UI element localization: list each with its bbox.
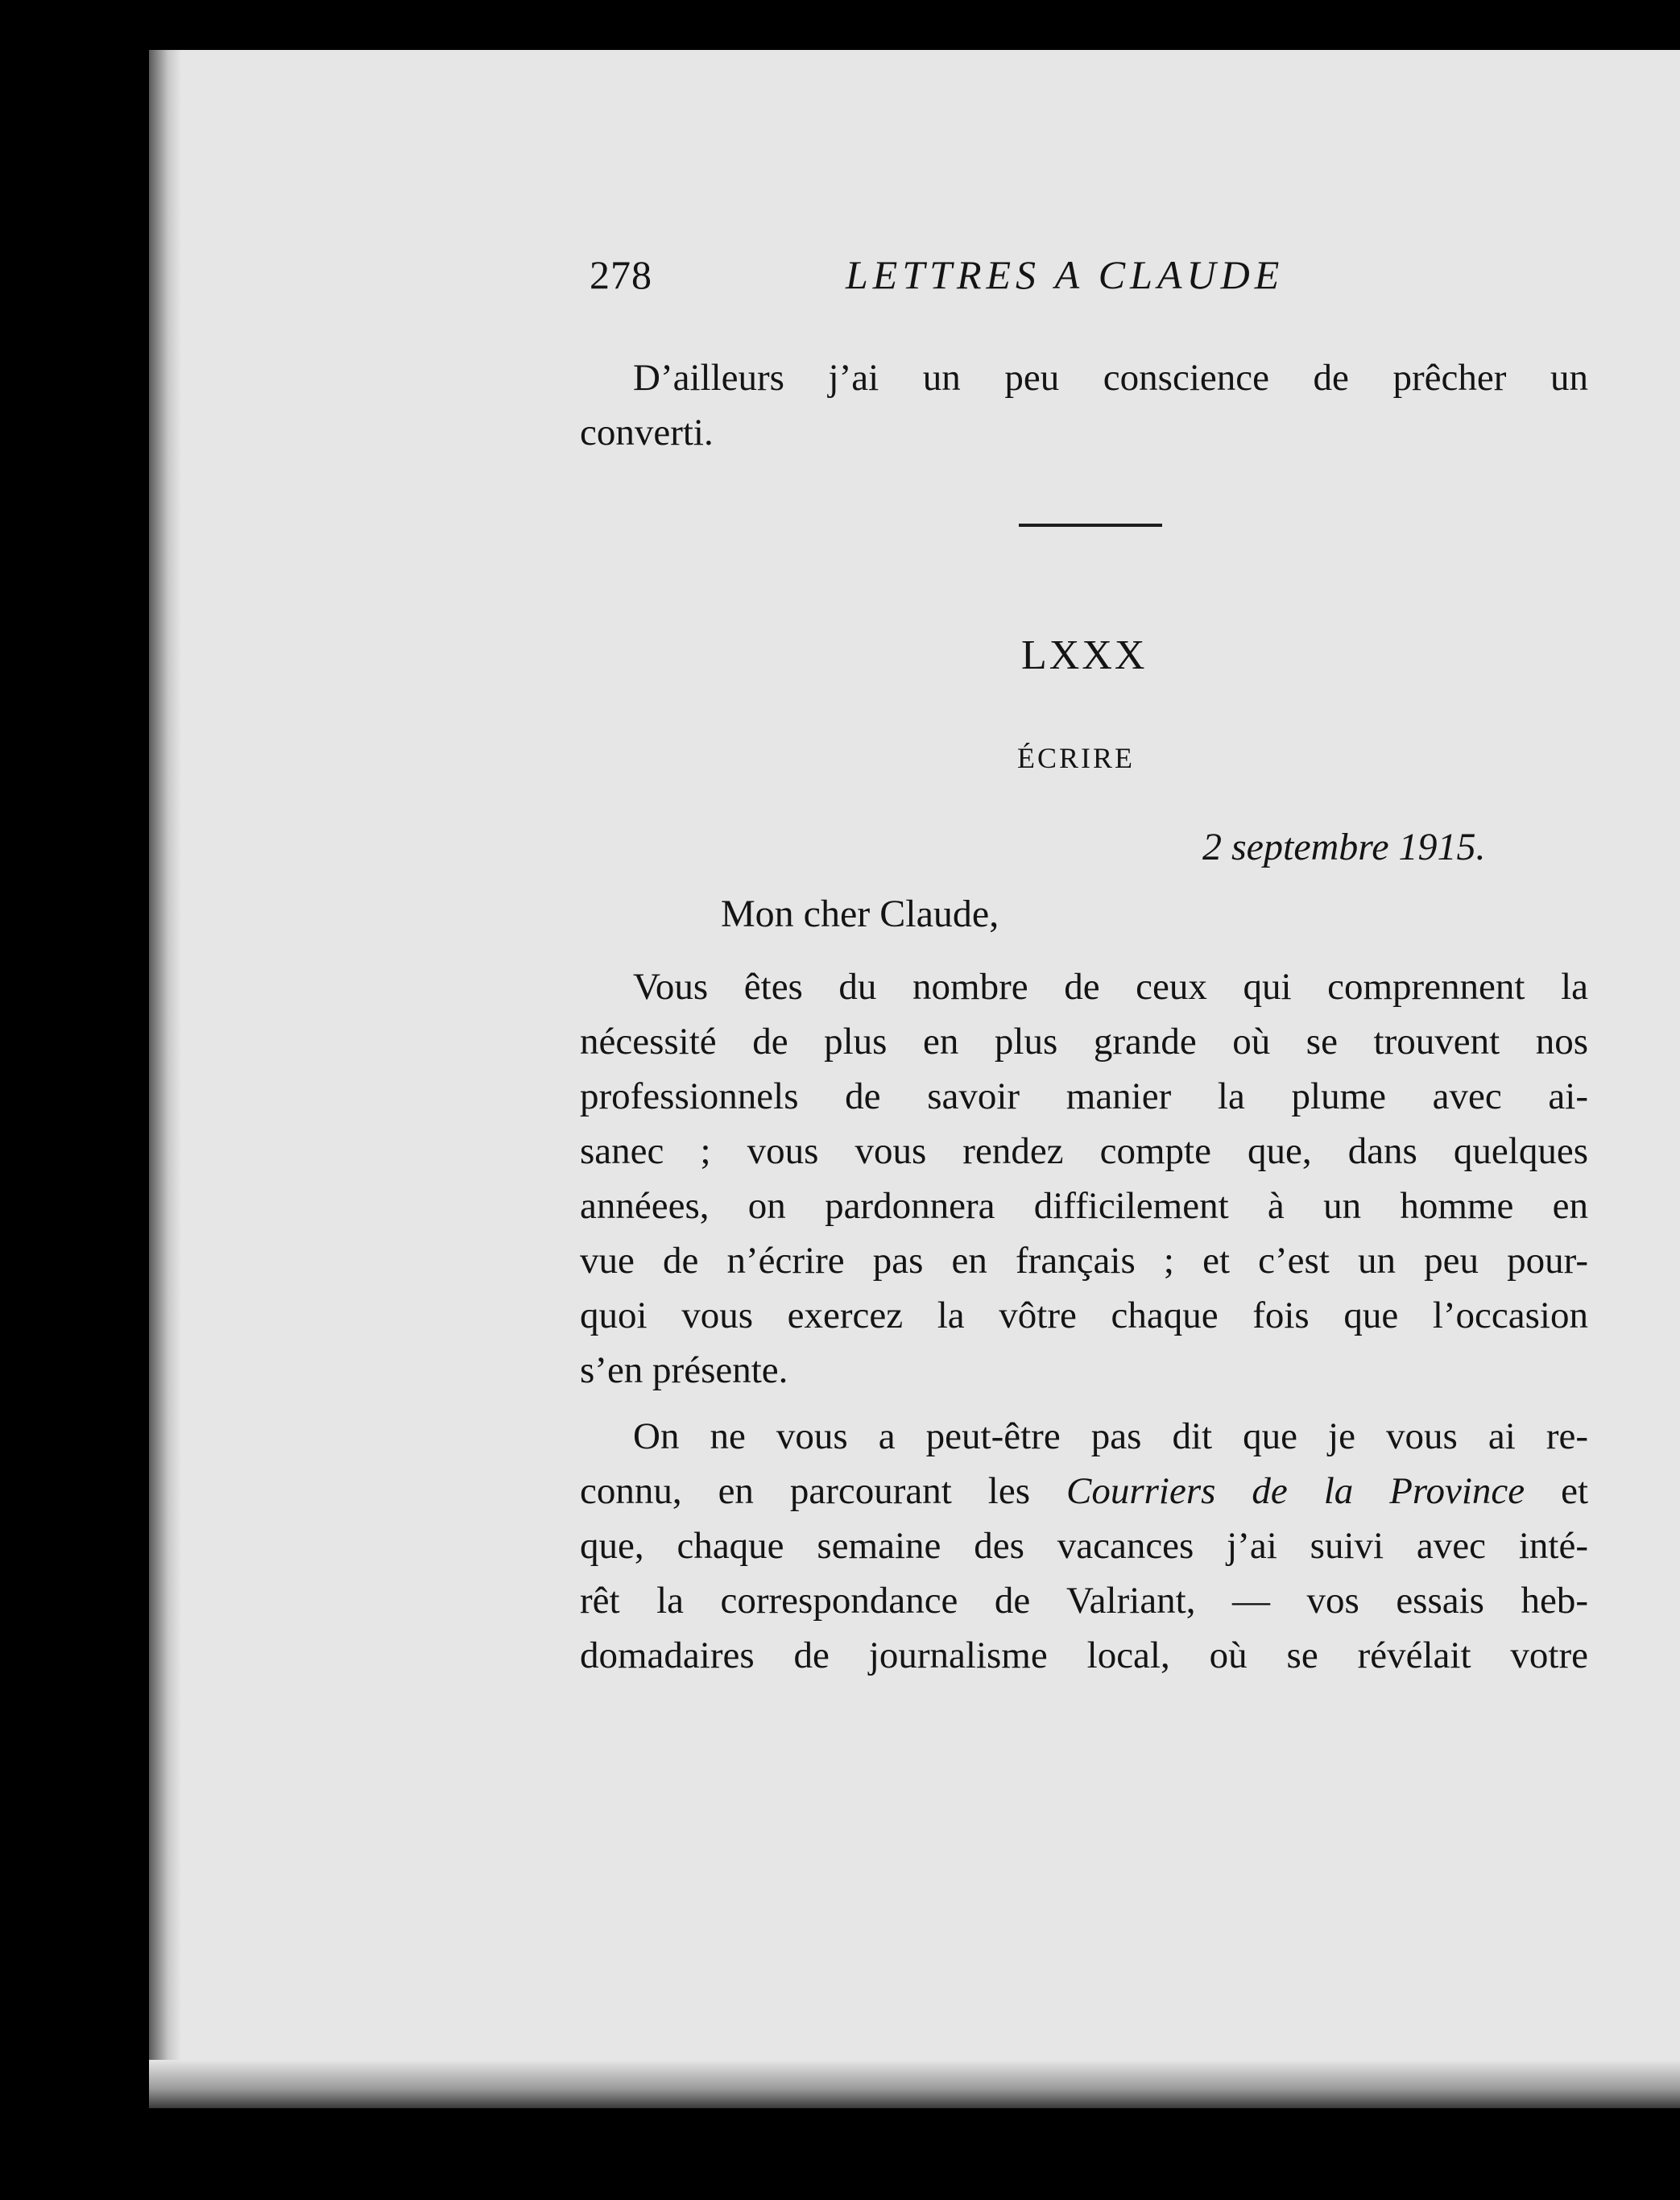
section-divider [1019, 524, 1162, 527]
body-line: quoi vous exercez la vôtre chaque fois que l’occasion [580, 1295, 1588, 1336]
body-line: s’en présente. [580, 1349, 788, 1391]
page-edge-shadow [149, 50, 181, 2108]
body-line: Vous êtes du nombre de ceux qui comprennent la [633, 966, 1588, 1008]
page-bottom-shadow [149, 2060, 1680, 2108]
page-number: 278 [590, 252, 652, 297]
body-line: D’ailleurs j’ai un peu conscience de prêcher un [633, 357, 1588, 399]
text-run: connu, en parcourant les [580, 1470, 1066, 1512]
body-line: annéees, on pardonnera difficilement à un homme en [580, 1185, 1588, 1227]
body-line: professionnels de savoir manier la plume avec ai- [580, 1075, 1588, 1117]
publication-title: Courriers de la Province [1066, 1470, 1525, 1512]
body-line: rêt la correspondance de Valriant, — vos essais heb- [580, 1580, 1588, 1622]
body-line: vue de n’écrire pas en français ; et c’est un peu pour- [580, 1240, 1588, 1282]
chapter-number: LXXX [1021, 632, 1148, 678]
body-line: On ne vous a peut-être pas dit que je vous ai re- [633, 1415, 1588, 1457]
body-line [580, 1469, 1588, 1513]
running-title: LETTRES A CLAUDE [846, 252, 1285, 297]
salutation: Mon cher Claude, [721, 893, 999, 935]
body-line: converti. [580, 412, 714, 454]
body-line: domadaires de journalisme local, où se révélait votre [580, 1634, 1588, 1676]
letter-date: 2 septembre 1915. [1202, 826, 1486, 868]
body-line: que, chaque semaine des vacances j’ai suivi avec inté- [580, 1525, 1588, 1567]
body-line: sanec ; vous vous rendez compte que, dans quelques [580, 1130, 1588, 1172]
chapter-title: ÉCRIRE [1017, 742, 1136, 774]
text-run: et [1525, 1470, 1589, 1512]
body-line: nécessité de plus en plus grande où se trouvent nos [580, 1021, 1588, 1063]
